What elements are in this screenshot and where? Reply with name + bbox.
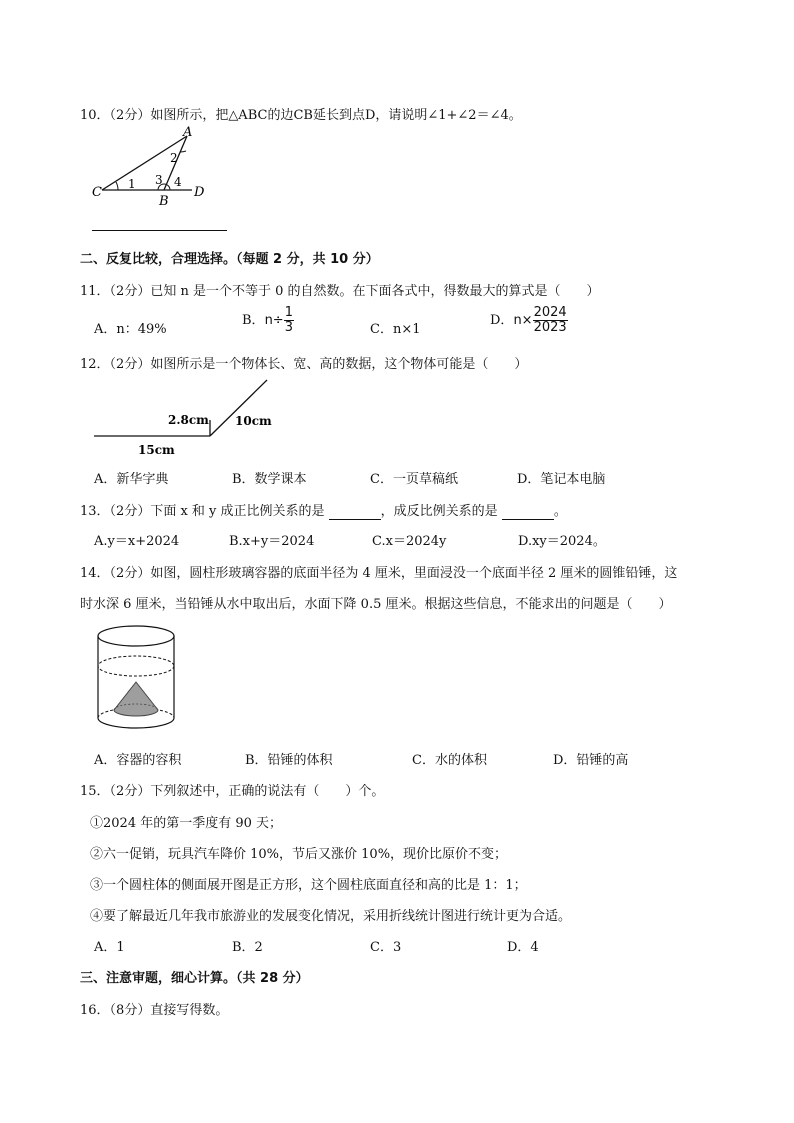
q12-option-b: B．数学课本 — [232, 472, 307, 487]
q13-text — [80, 500, 567, 520]
q15-statement-1: ①2024 年的第一季度有 90 天； — [90, 816, 283, 831]
label-d: D — [194, 185, 205, 200]
height-label: 2.8cm — [168, 413, 209, 427]
q14-option-d: D．铅锤的高 — [553, 753, 629, 768]
q11-option-b-denominator: 3 — [284, 320, 293, 335]
angle-1-label: 1 — [128, 177, 136, 191]
label-a: A — [183, 126, 193, 140]
q13-option-b: B.x+y＝2024 — [229, 534, 315, 549]
q11-text: 11．（2分）已知 n 是一个不等于 0 的自然数。在下面各式中，得数最大的算式是（ ） — [80, 284, 600, 299]
q12-option-d: D．笔记本电脑 — [517, 472, 606, 487]
angle-4-label: 4 — [174, 175, 182, 189]
q16-text: 16．（8分）直接写得数。 — [80, 1003, 229, 1018]
q14-line2: 时水深 6 厘米，当铅锤从水中取出后，水面下降 0.5 厘米。根据这些信息，不能求出的问题是（ ） — [80, 597, 672, 612]
cylinder-figure — [92, 622, 182, 734]
q13-blank-2 — [502, 504, 554, 520]
q15-text: 15．（2分）下列叙述中，正确的说法有（ ）个。 — [80, 784, 385, 799]
width-label: 10cm — [235, 414, 272, 428]
q14-option-b: B．铅锤的体积 — [245, 753, 333, 768]
q11-option-b — [242, 306, 294, 335]
q15-option-b: B．2 — [232, 940, 263, 955]
q13-text-part1: 13．（2分）下面 x 和 y 成正比例关系的是 — [80, 504, 325, 519]
section3-heading: 三、注意审题，细心计算。（共 28 分） — [80, 971, 309, 986]
q15-option-c: C．3 — [370, 940, 402, 955]
q11-option-c: C．n×1 — [370, 322, 421, 337]
q12-option-a: A．新华字典 — [94, 472, 169, 487]
q14-option-a: A．容器的容积 — [94, 753, 182, 768]
q11-option-a: A．n：49% — [94, 322, 167, 337]
q11-option-d-numerator: 2024 — [533, 305, 567, 320]
q15-statement-2: ②六一促销，玩具汽车降价 10%，节后又涨价 10%，现价比原价不变； — [90, 847, 508, 862]
q15-statement-3: ③一个圆柱体的侧面展开图是正方形，这个圆柱底面直径和高的比是 1：1； — [90, 878, 527, 893]
q12-option-c: C．一页草稿纸 — [370, 472, 458, 487]
q13-text-part2: ，成反比例关系的是 — [380, 504, 498, 519]
answer-line — [92, 230, 227, 231]
angle-2-label: 2 — [170, 151, 178, 165]
q14-line1: 14．（2分）如图，圆柱形玻璃容器的底面半径为 4 厘米，里面浸没一个底面半径 2 厘米的圆锥铅锤，这 — [80, 566, 678, 581]
q14-option-c: C．水的体积 — [412, 753, 487, 768]
q11-option-b-numerator: 1 — [284, 305, 293, 320]
q13-blank-1 — [329, 504, 381, 520]
q11-option-d-fraction — [533, 306, 568, 335]
q15-option-d: D．4 — [507, 940, 539, 955]
label-b: B — [159, 194, 169, 208]
q13-text-part3: 。 — [553, 504, 567, 519]
q12-text: 12．（2分）如图所示是一个物体长、宽、高的数据，这个物体可能是（ ） — [80, 357, 528, 372]
q11-option-b-fraction — [284, 306, 294, 335]
angle-3-label: 3 — [155, 173, 163, 187]
label-c: C — [92, 185, 102, 200]
q13-option-c: C.x＝2024y — [372, 534, 447, 549]
q11-option-d-denominator: 2023 — [533, 320, 567, 335]
section2-heading: 二、反复比较，合理选择。（每题 2 分，共 10 分） — [80, 252, 379, 267]
q13-option-d: D.xy＝2024。 — [518, 534, 606, 549]
q11-option-d-prefix: D． — [490, 313, 514, 328]
q11-option-b-prefix: B． — [242, 313, 265, 328]
q11-option-d — [490, 306, 568, 335]
dimension-figure — [92, 378, 282, 460]
q13-option-a: A.y＝x+2024 — [94, 534, 180, 549]
q11-option-d-expr: n× — [513, 313, 533, 328]
q11-option-b-expr: n÷ — [264, 313, 284, 328]
length-label: 15cm — [138, 443, 175, 457]
q15-option-a: A．1 — [94, 940, 125, 955]
triangle-figure — [92, 126, 212, 208]
q10-text: 10．（2分）如图所示，把△ABC的边CB延长到点D，请说明∠1+∠2＝∠4。 — [80, 108, 522, 123]
q15-statement-4: ④要了解最近几年我市旅游业的发展变化情况，采用折线统计图进行统计更为合适。 — [90, 909, 572, 924]
